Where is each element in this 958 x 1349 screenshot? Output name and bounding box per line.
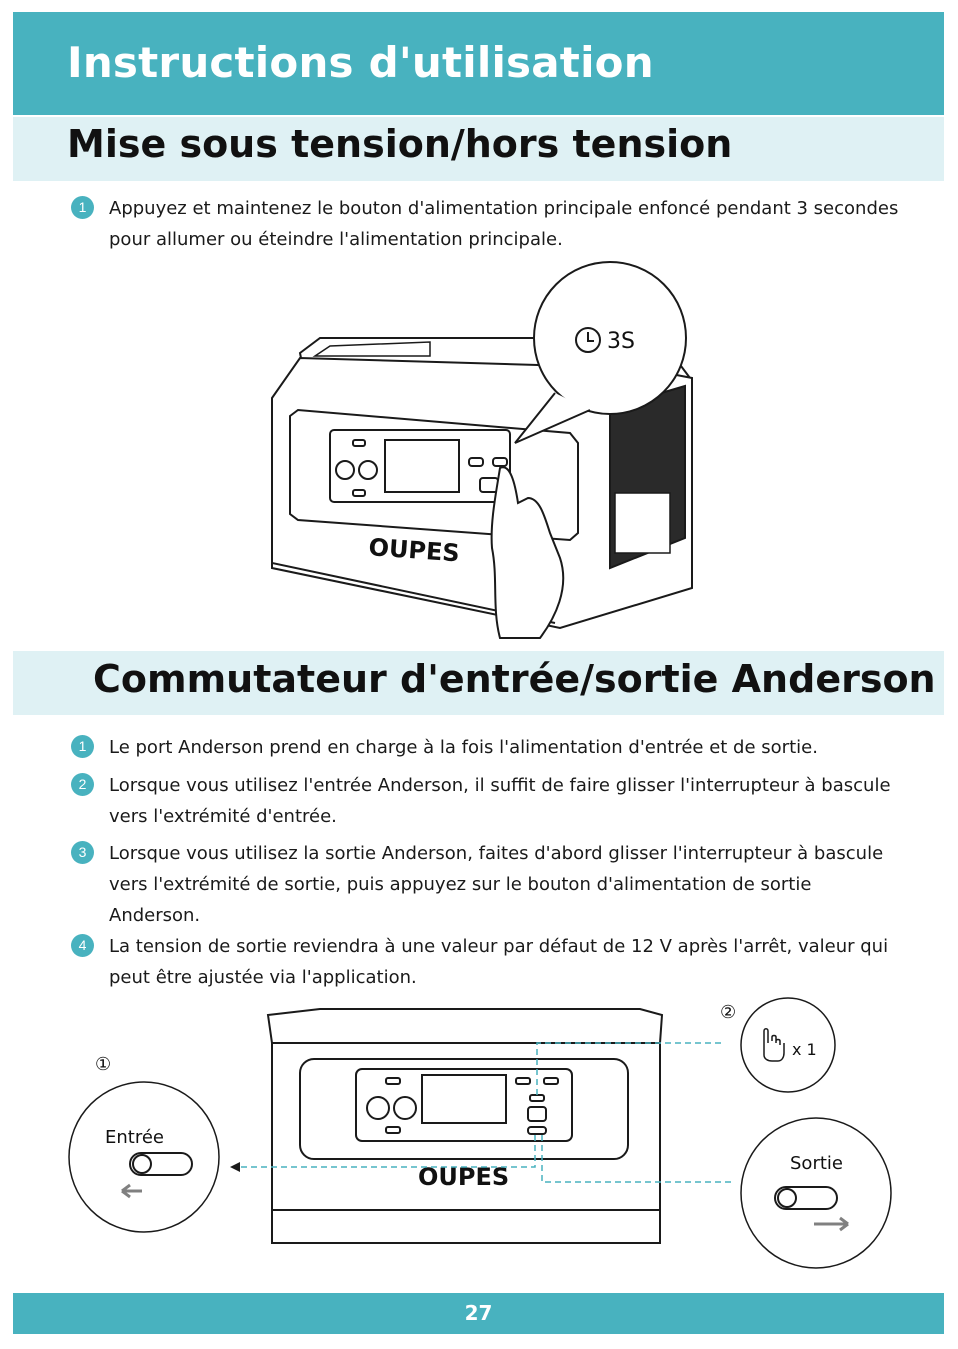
step-number-badge: 2 (71, 773, 94, 796)
input-label: Entrée (105, 1127, 164, 1148)
step-text: Le port Anderson prend en charge à la fois l'alimentation d'entrée et de sortie. (109, 737, 818, 758)
section1-title: Mise sous tension/hors tension (67, 122, 733, 166)
brand-logo: OUPES (418, 1163, 510, 1191)
section1-banner (13, 117, 944, 181)
step-number-badge: 1 (71, 196, 94, 219)
page-number: 27 (464, 1301, 493, 1325)
output-label: Sortie (790, 1153, 843, 1174)
callout-2-number: ② (720, 1002, 737, 1023)
anderson-switch-illustration (60, 995, 900, 1275)
callout-1-number: ① (95, 1054, 112, 1075)
brand-logo: OUPES (367, 533, 461, 568)
page-title: Instructions d'utilisation (67, 38, 654, 87)
press-count-label: x 1 (792, 1040, 817, 1059)
step-number-badge: 3 (71, 841, 94, 864)
title-banner (13, 12, 944, 115)
section2-title: Commutateur d'entrée/sortie Anderson (93, 657, 936, 701)
step-text: Lorsque vous utilisez l'entrée Anderson, il suffit de faire glisser l'interrupteur à bascule vers l'extrémité d'entrée. (109, 775, 891, 827)
section2-banner (13, 651, 944, 715)
step-text: Lorsque vous utilisez la sortie Anderson, faites d'abord glisser l'interrupteur à bascule vers l'extrémité de sortie, puis appuyez sur le bouton d'alimentation de sortie Anderson. (109, 843, 884, 926)
step-text: La tension de sortie reviendra à une valeur par défaut de 12 V après l'arrêt, valeur qui peut être ajustée via l'application. (109, 936, 889, 988)
power-on-illustration (260, 258, 700, 643)
timer-label: 3S (607, 329, 635, 354)
step-number-badge: 1 (71, 735, 94, 758)
footer-bar (13, 1293, 944, 1334)
step-number-badge: 4 (71, 934, 94, 957)
step-text: Appuyez et maintenez le bouton d'alimentation principale enfoncé pendant 3 secondes pour allumer ou éteindre l'alimentation principale. (109, 198, 899, 250)
press-callout-circle (741, 998, 835, 1092)
